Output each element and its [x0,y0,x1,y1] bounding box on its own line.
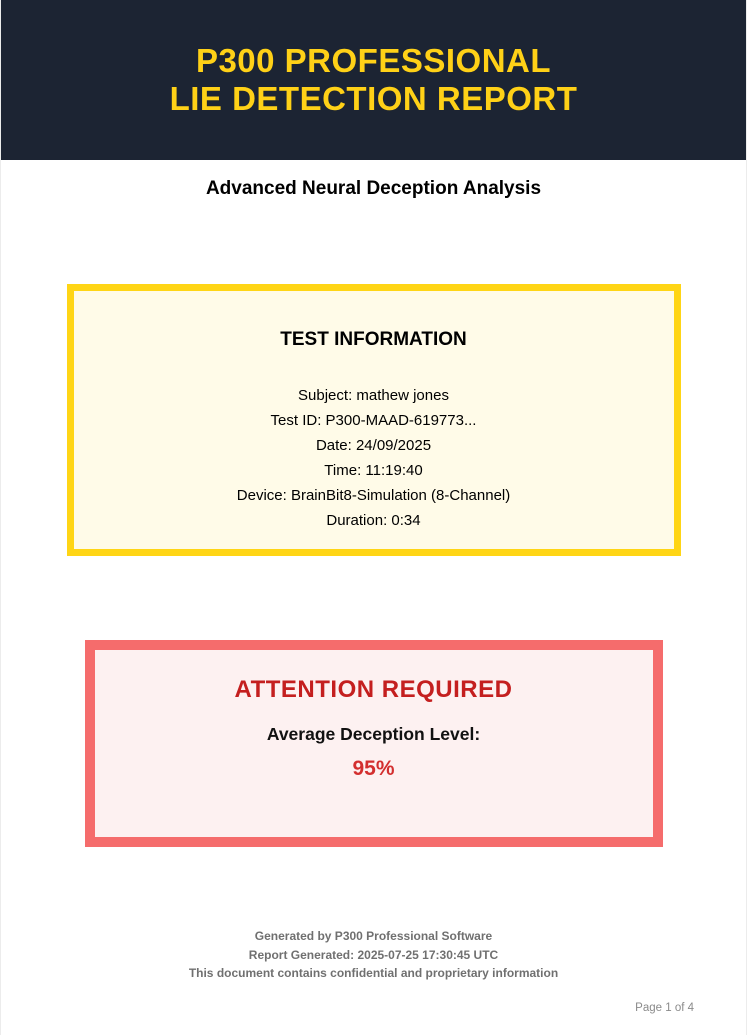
field-label: Duration: [326,512,388,529]
report-title-line2: LIE DETECTION REPORT [169,80,578,117]
report-header [1,0,746,160]
field-value: mathew jones [356,387,449,404]
field-label: Time: [324,462,362,479]
field-value: 0:34 [391,512,421,529]
test-info-row-test-id [94,408,654,433]
test-info-fields [94,383,654,533]
field-value: P300-MAAD-619773... [325,412,477,429]
page-number: Page 1 of 4 [635,1001,694,1014]
footer-line-report-generated: Report Generated: 2025-07-25 17:30:45 UTC [248,947,499,962]
field-value: BrainBit8-Simulation (8-Channel) [290,487,511,504]
deception-level-label: Average Deception Level: [266,724,481,744]
test-info-row-duration [94,508,654,533]
test-info-title: TEST INFORMATION [280,329,467,350]
field-value: 11:19:40 [365,462,423,479]
field-label: Device: [236,487,287,504]
alert-title: ATTENTION REQUIRED [234,676,513,703]
footer-line-generated-by: Generated by P300 Professional Software [254,929,493,943]
field-value: 24/09/2025 [355,437,432,454]
footer-line-confidential: This document contains confidential and proprietary information [188,966,559,980]
field-label: Date: [315,437,352,454]
test-info-row-time [94,458,654,483]
report-footer [1,927,746,983]
report-title [170,42,578,118]
test-info-row-subject [94,383,654,408]
test-info-row-date [94,433,654,458]
deception-level-value: 95% [352,757,395,780]
test-info-row-device [94,483,654,508]
field-label: Test ID: [270,412,322,429]
attention-alert-box [85,640,663,847]
field-label: Subject: [298,387,353,404]
report-subtitle: Advanced Neural Deception Analysis [205,178,542,199]
test-info-box [67,284,681,556]
report-title-line1: P300 PROFESSIONAL [195,42,552,79]
